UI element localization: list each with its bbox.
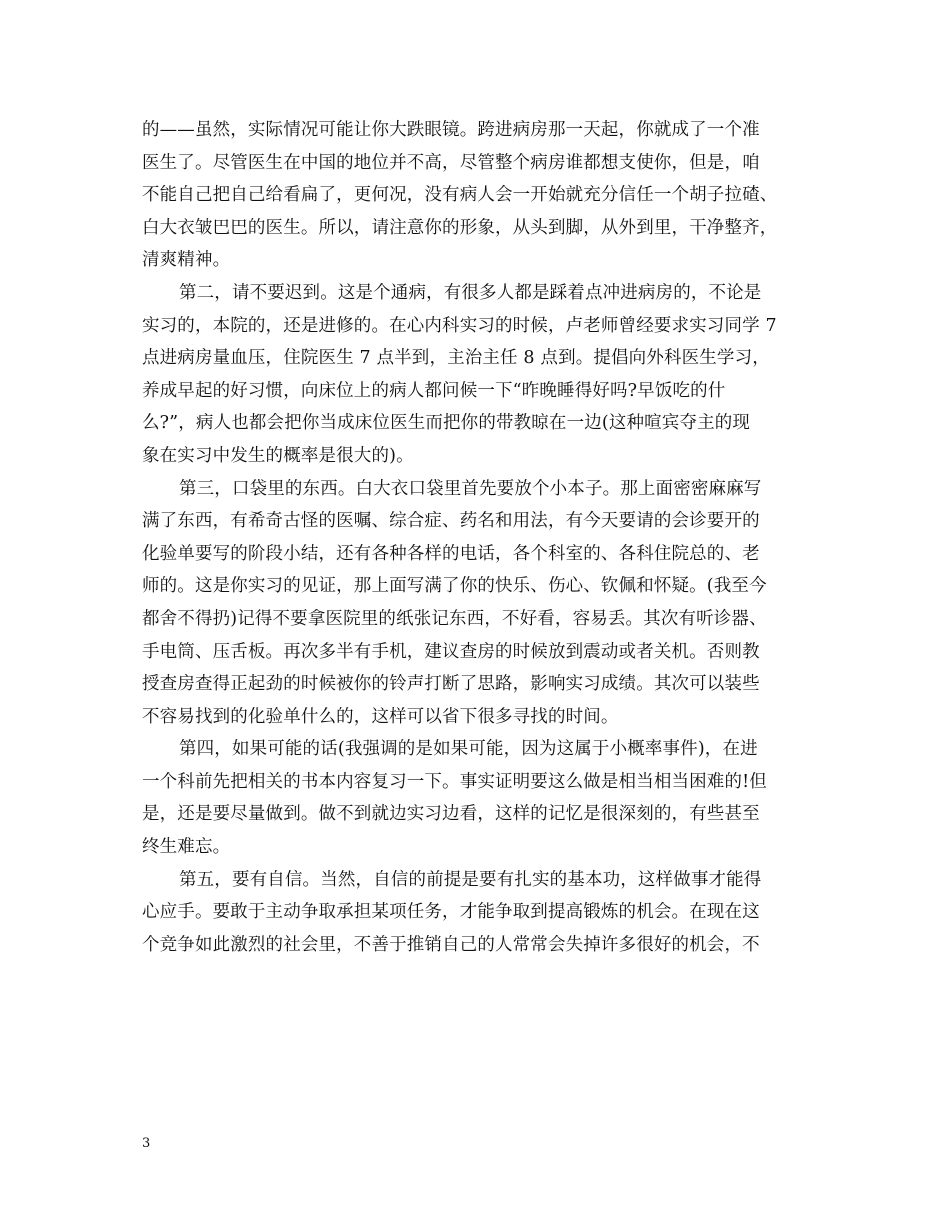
text-line: 手电筒、压舌板。再次多半有手机，建议查房的时候放到震动或者关机。否则教	[142, 641, 760, 662]
text-line: 实习的，本院的，还是进修的。在心内科实习的时候，卢老师曾经要求实习同学 7	[142, 315, 777, 336]
text-line: 是，还是要尽量做到。做不到就边实习边看，这样的记忆是很深刻的，有些甚至	[142, 804, 760, 825]
text-line: 授查房查得正起劲的时候被你的铃声打断了思路，影响实习成绩。其次可以装些	[142, 674, 760, 695]
paragraph-first-line: 第五，要有自信。当然，自信的前提是要有扎实的基本功，这样做事才能得	[179, 869, 762, 890]
text-line: 的——虽然，实际情况可能让你大跌眼镜。跨进病房那一天起，你就成了一个准	[142, 120, 760, 140]
text-line: 不能自己把自己给看扁了，更何况，没有病人会一开始就充分信任一个胡子拉碴、	[142, 185, 778, 206]
text-line: 个竞争如此激烈的社会里，不善于推销自己的人常常会失掉许多很好的机会，不	[142, 934, 760, 955]
text-line: 心应手。要敢于主动争取承担某项任务，才能争取到提高锻炼的机会。在现在这	[142, 902, 760, 923]
paragraph-first-line: 第三，口袋里的东西。白大衣口袋里首先要放个小本子。那上面密密麻麻写	[179, 478, 762, 499]
text-line: 不容易找到的化验单什么的，这样可以省下很多寻找的时间。	[142, 706, 619, 727]
text-line: 么?”，病人也都会把你当成床位医生而把你的带教晾在一边(这种喧宾夺主的现	[142, 413, 751, 434]
paragraph-first-line: 第二，请不要迟到。这是个通病，有很多人都是踩着点冲进病房的，不论是	[179, 282, 762, 303]
text-line: 医生了。尽管医生在中国的地位并不高，尽管整个病房谁都想支使你，但是，咱	[142, 152, 760, 173]
text-line: 养成早起的好习惯，向床位上的病人都问候一下“昨晚睡得好吗?早饭吃的什	[142, 380, 726, 401]
text-line: 点进病房量血压，住院医生 7 点半到，主治主任 8 点到。提倡向外科医生学习，	[142, 348, 770, 369]
text-line: 白大衣皱巴巴的医生。所以，请注意你的形象，从头到脚，从外到里，干净整齐，	[142, 217, 778, 238]
text-line: 终生难忘。	[142, 837, 231, 858]
text-line: 一个科前先把相关的书本内容复习一下。事实证明要这么做是相当相当困难的!但	[142, 771, 767, 792]
text-line: 满了东西，有希奇古怪的医嘱、综合症、药名和用法，有今天要请的会诊要开的	[142, 511, 760, 532]
text-line: 化验单要写的阶段小结，还有各种各样的电话，各个科室的、各科住院总的、老	[142, 543, 760, 564]
text-line: 都舍不得扔)记得不要拿医院里的纸张记东西，不好看，容易丢。其次有听诊器、	[142, 608, 767, 629]
body-text	[142, 114, 822, 961]
paragraph-first-line: 第四，如果可能的话(我强调的是如果可能，因为这属于小概率事件)，在进	[179, 739, 758, 760]
text-line: 师的。这是你实习的见证，那上面写满了你的快乐、伤心、钦佩和怀疑。(我至今	[142, 576, 767, 597]
text-line: 清爽精神。	[142, 250, 231, 271]
text-line: 象在实习中发生的概率是很大的)。	[142, 445, 414, 466]
page-number: 3	[142, 1136, 151, 1151]
